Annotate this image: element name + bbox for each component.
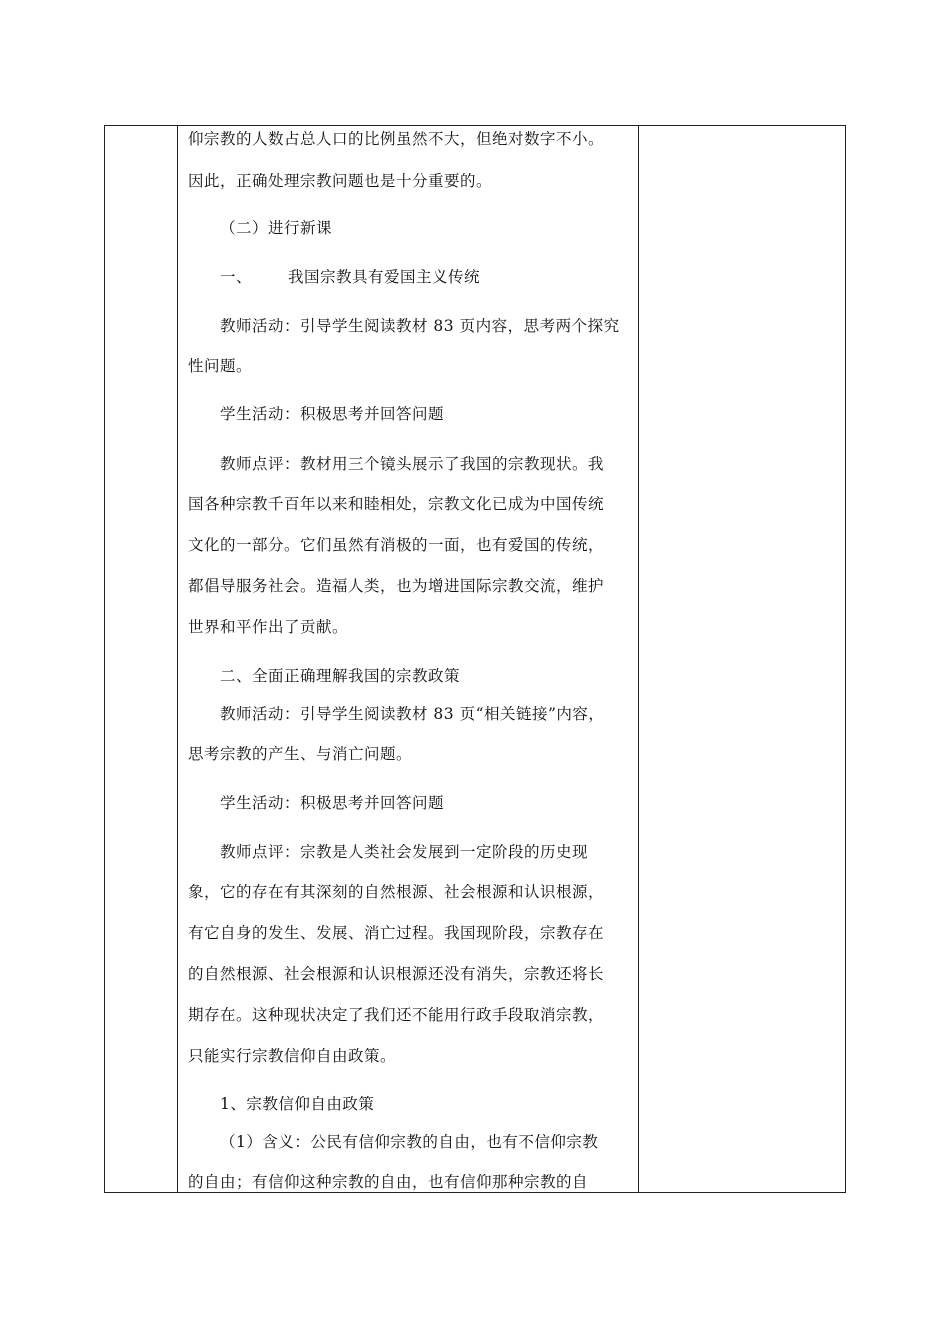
heading-number: 一、 <box>220 268 253 286</box>
text-line: 性问题。 <box>188 357 253 375</box>
text-line: 有它自身的发生、发展、消亡过程。我国现阶段，宗教存在 <box>188 924 605 942</box>
text-line: 期存在。这种现状决定了我们还不能用行政手段取消宗教， <box>188 1006 605 1024</box>
text-line: 学生活动：积极思考并回答问题 <box>220 794 445 812</box>
text-line: 只能实行宗教信仰自由政策。 <box>188 1047 397 1065</box>
text-line: 的自然根源、社会根源和认识根源还没有消失，宗教还将长 <box>188 965 605 983</box>
text-line: （1）含义：公民有信仰宗教的自由，也有不信仰宗教 <box>220 1133 599 1151</box>
section-heading: 二、全面正确理解我国的宗教政策 <box>220 667 461 685</box>
text-line: 因此，正确处理宗教问题也是十分重要的。 <box>188 172 493 190</box>
text-line: 学生活动：积极思考并回答问题 <box>220 405 445 423</box>
text-line: 都倡导服务社会。造福人类，也为增进国际宗教交流，维护 <box>188 577 605 595</box>
section-heading: 1、宗教信仰自由政策 <box>220 1095 375 1113</box>
heading-title: 我国宗教具有爱国主义传统 <box>288 268 481 286</box>
text-line: 的自由；有信仰这种宗教的自由，也有信仰那种宗教的自 <box>188 1173 589 1191</box>
text-line: 教师活动：引导学生阅读教材 83 页内容，思考两个探究 <box>220 317 620 335</box>
text-line: 象，它的存在有其深刻的自然根源、社会根源和认识根源， <box>188 883 605 901</box>
text-line: 教师活动：引导学生阅读教材 83 页“相关链接”内容， <box>220 705 605 723</box>
section-heading <box>188 267 480 287</box>
section-heading: （二）进行新课 <box>220 219 333 237</box>
text-line: 教师点评：教材用三个镜头展示了我国的宗教现状。我 <box>220 455 605 473</box>
column-divider-left <box>177 126 178 1192</box>
text-line: 仰宗教的人数占总人口的比例虽然不大，但绝对数字不小。 <box>188 130 605 148</box>
text-line: 国各种宗教千百年以来和睦相处，宗教文化已成为中国传统 <box>188 495 605 513</box>
text-line: 教师点评：宗教是人类社会发展到一定阶段的历史现 <box>220 843 589 861</box>
text-line: 世界和平作出了贡献。 <box>188 618 349 636</box>
text-line: 思考宗教的产生、与消亡问题。 <box>188 745 413 763</box>
column-divider-right <box>638 126 639 1192</box>
text-line: 文化的一部分。它们虽然有消极的一面，也有爱国的传统， <box>188 536 605 554</box>
lesson-table <box>104 125 846 1193</box>
